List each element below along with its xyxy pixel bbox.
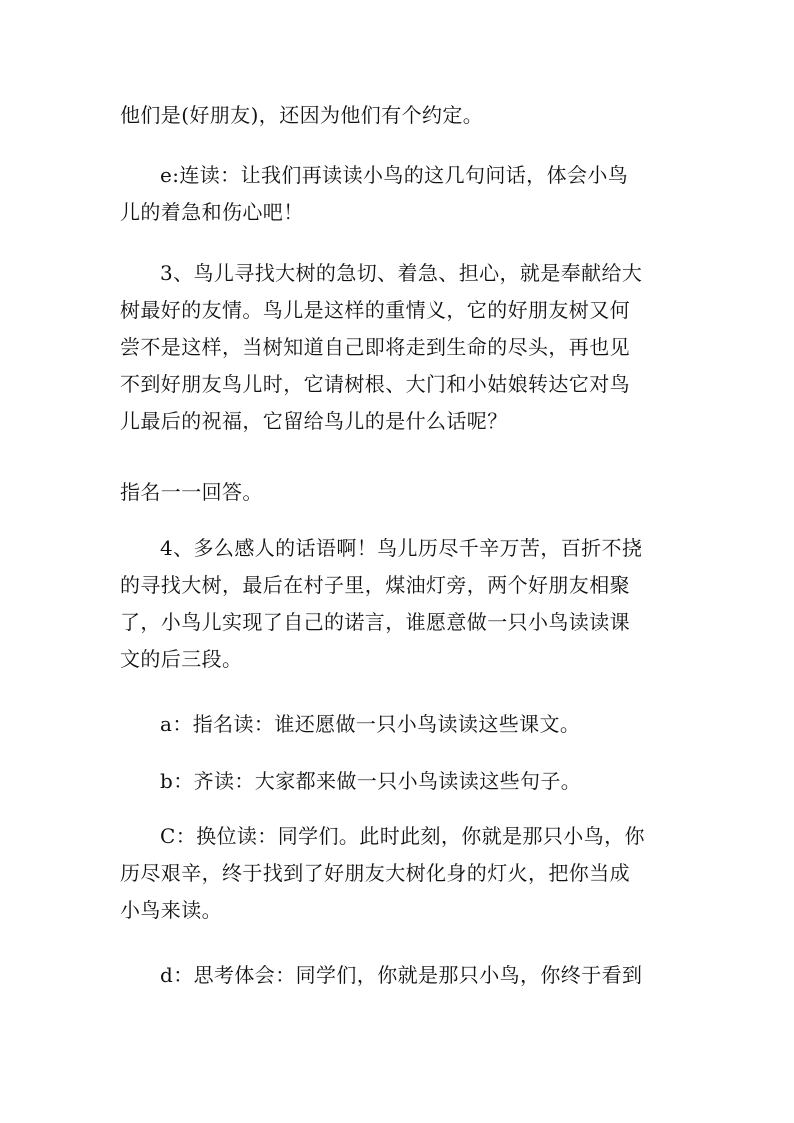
text-line: 尝不是这样，当树知道自己即将走到生命的尽头，再也见 xyxy=(120,335,630,359)
paragraph-d xyxy=(120,957,660,994)
text-line: 了，小鸟儿实现了自己的诺言，谁愿意做一只小鸟读读课 xyxy=(120,610,630,634)
text-line: 树最好的友情。鸟儿是这样的重情义，它的好朋友树又何 xyxy=(120,298,630,322)
text-line: 指名一一回答。 xyxy=(120,480,263,504)
text-line: 历尽艰辛，终于找到了好朋友大树化身的灯火，把你当成 xyxy=(120,861,630,885)
text-line: 4、多么感人的话语啊！鸟儿历尽千辛万苦，百折不挠 xyxy=(160,536,643,560)
text-line: 他们是(好朋友)，还因为他们有个约定。 xyxy=(120,103,484,127)
paragraph-e-lian-du xyxy=(120,157,660,231)
text-line: e:连读：让我们再读读小鸟的这几句问话，体会小鸟 xyxy=(160,163,629,187)
paragraph-4 xyxy=(120,530,660,678)
paragraph-a xyxy=(120,706,660,743)
text-line: 不到好朋友鸟儿时，它请树根、大门和小姑娘转达它对鸟 xyxy=(120,372,630,396)
paragraph-c xyxy=(120,818,660,929)
paragraph-3 xyxy=(120,255,660,440)
text-line: 3、鸟儿寻找大树的急切、着急、担心，就是奉献给大 xyxy=(160,261,643,285)
text-line: 的寻找大树，最后在村子里，煤油灯旁，两个好朋友相聚 xyxy=(120,573,630,597)
text-line: C：换位读：同学们。此时此刻，你就是那只小鸟，你 xyxy=(160,824,645,848)
text-line: d：思考体会：同学们，你就是那只小鸟，你终于看到 xyxy=(160,963,643,987)
paragraph-continuation xyxy=(120,97,660,134)
text-line: 儿最后的祝福，它留给鸟儿的是什么话呢？ xyxy=(120,409,508,433)
paragraph-answer xyxy=(120,474,660,511)
text-line: a：指名读：谁还愿做一只小鸟读读这些课文。 xyxy=(160,712,581,736)
text-line: 小鸟来读。 xyxy=(120,898,222,922)
paragraph-b xyxy=(120,763,660,800)
text-line: 儿的着急和伤心吧！ xyxy=(120,200,304,224)
text-line: 文的后三段。 xyxy=(120,647,243,671)
text-line: b：齐读：大家都来做一只小鸟读读这些句子。 xyxy=(160,769,582,793)
